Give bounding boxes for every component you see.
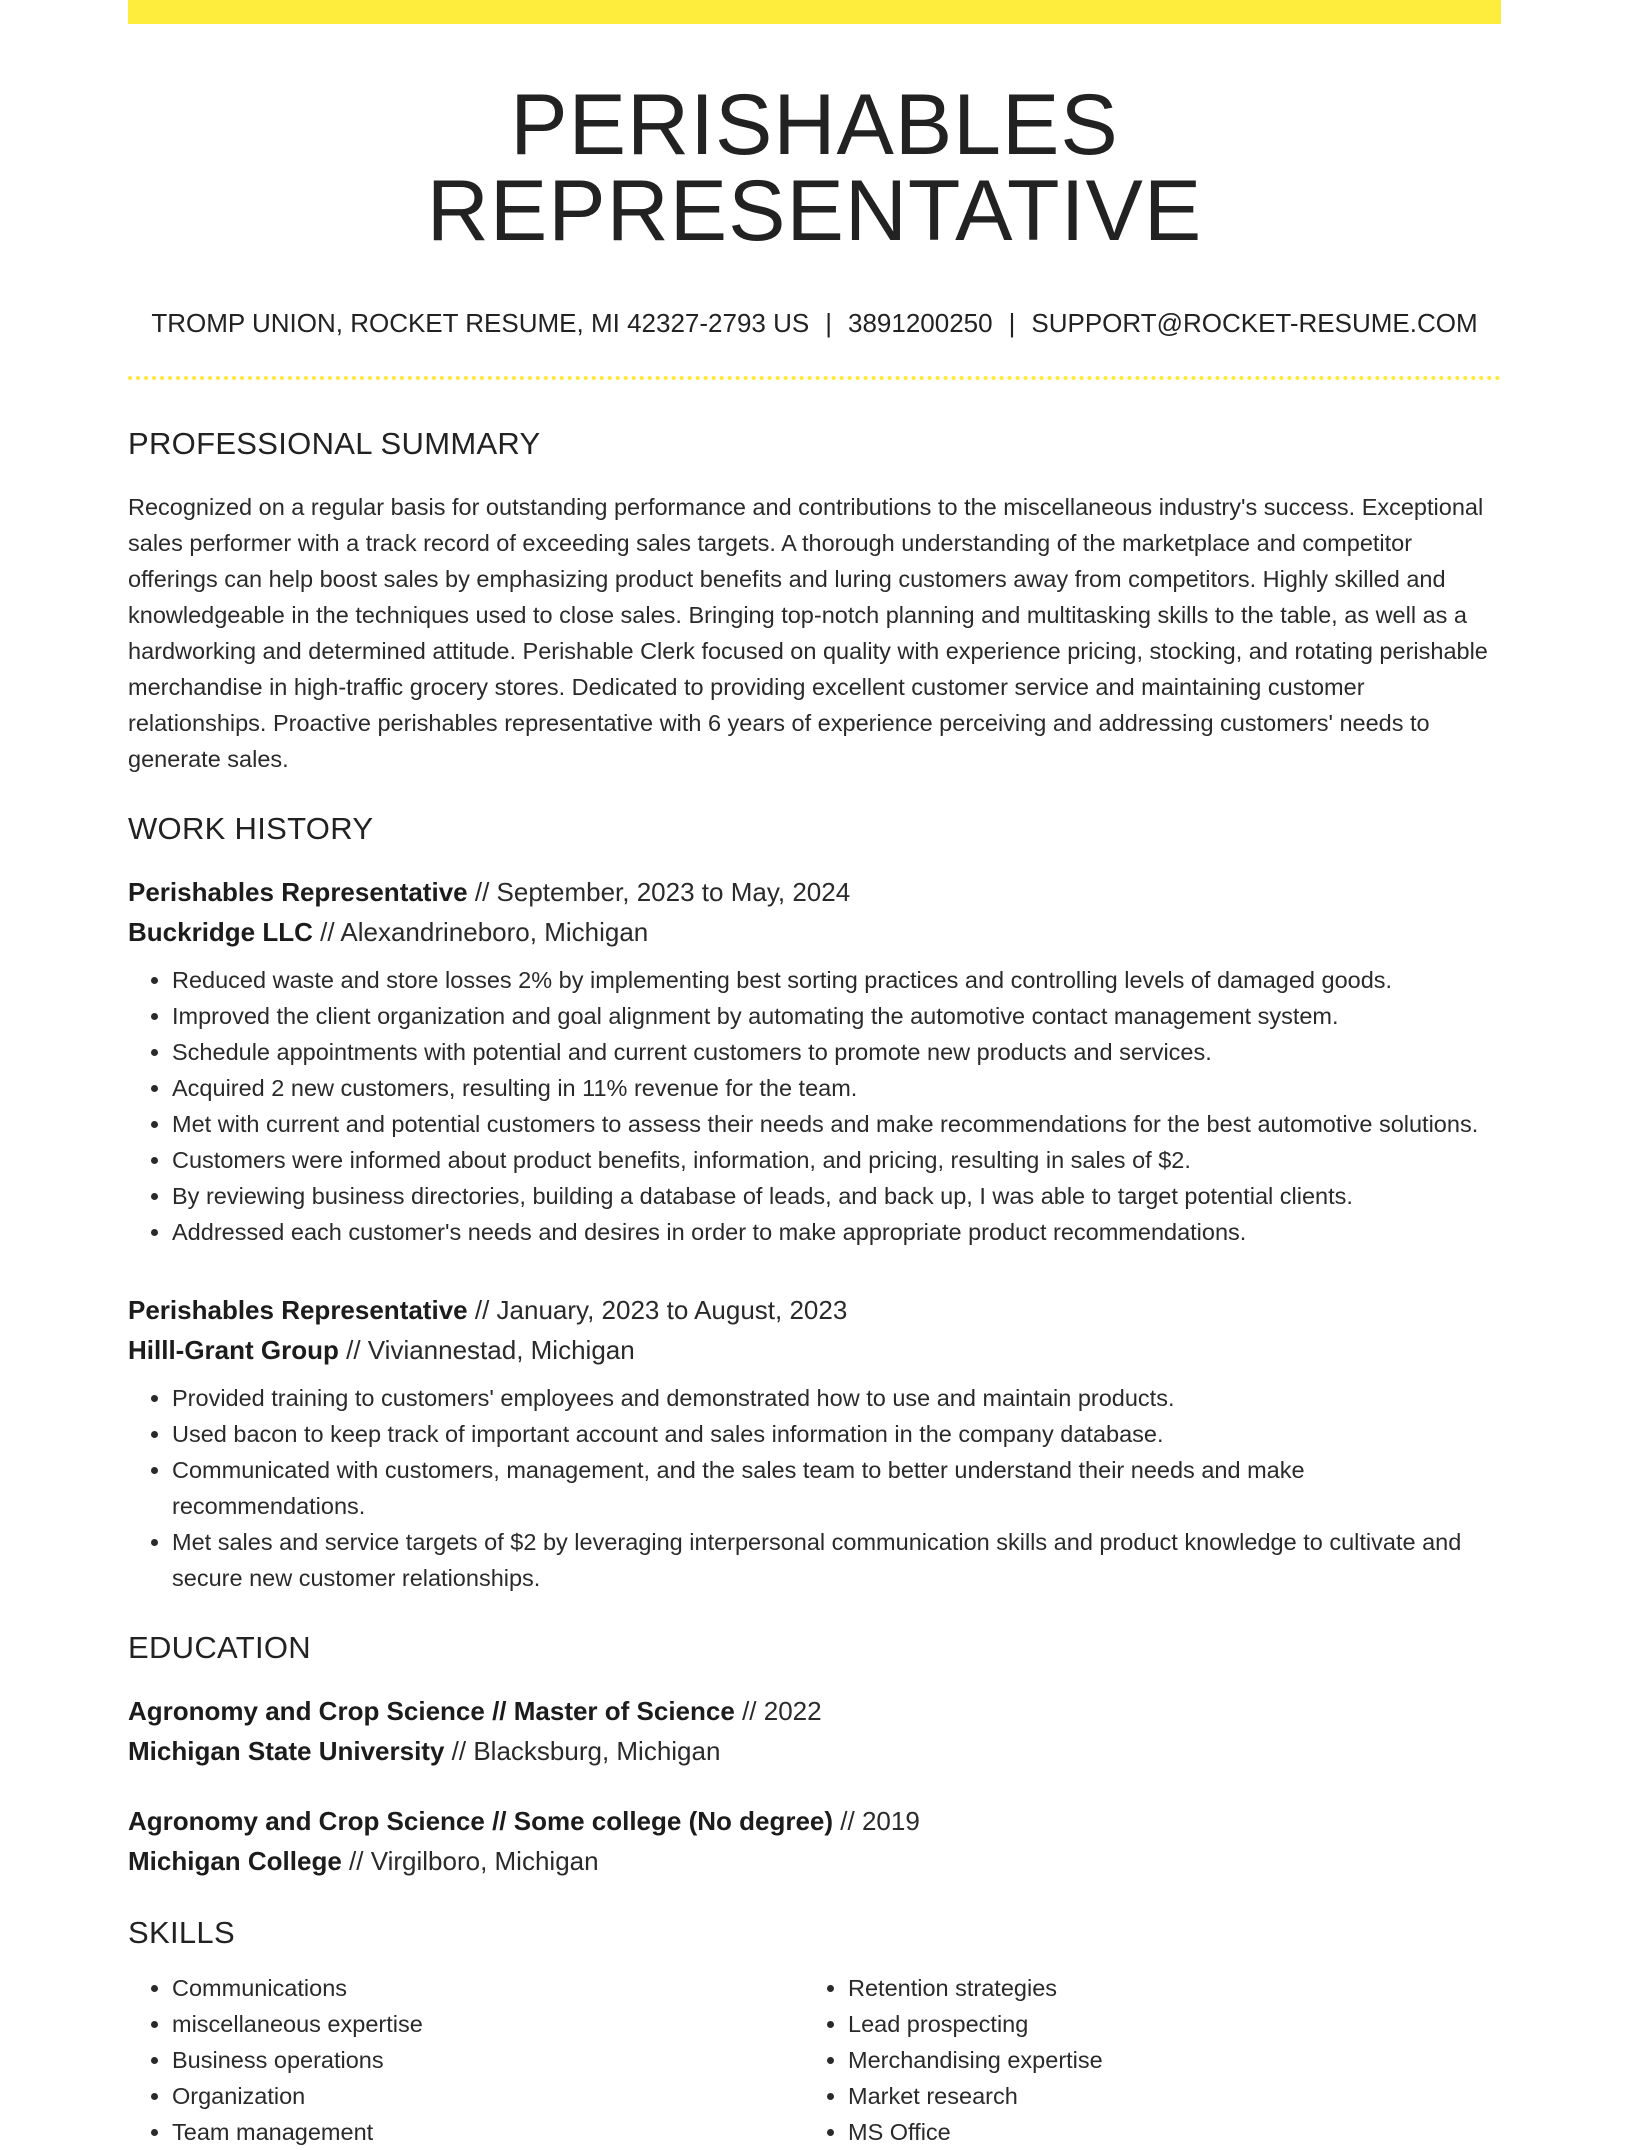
skill-item: • Communications (172, 1970, 804, 2006)
job-bullet: • Met with current and potential customers to assess their needs and make recommendations for the best automotive solutions. (172, 1106, 1501, 1142)
skill-item: • Business operations (172, 2042, 804, 2078)
skills-columns (128, 1970, 1501, 2150)
education-location: // Virgilboro, Michigan (349, 1846, 599, 1876)
job-entry (128, 1290, 1501, 1596)
summary-heading: PROFESSIONAL SUMMARY (128, 426, 541, 461)
contact-address: TROMP UNION, ROCKET RESUME, MI 42327-2793 US (151, 308, 810, 338)
job-bullet: • Customers were informed about product benefits, information, and pricing, resulting in sales of $2. (172, 1142, 1501, 1178)
education-school: Michigan College (128, 1846, 342, 1876)
dotted-divider (128, 376, 1501, 380)
job-location: // Viviannestad, Michigan (346, 1335, 635, 1365)
education-school: Michigan State University (128, 1736, 445, 1766)
job-company: Hilll-Grant Group (128, 1335, 339, 1365)
work-history-heading: WORK HISTORY (128, 811, 374, 846)
education-degree-line (128, 1691, 1501, 1731)
contact-phone: 3891200250 (847, 308, 993, 338)
job-company: Buckridge LLC (128, 917, 313, 947)
job-entry (128, 872, 1501, 1250)
skills-list-right (804, 1970, 1480, 2150)
job-bullet: • Addressed each customer's needs and desires in order to make appropriate product recommendations. (172, 1214, 1501, 1250)
job-bullet: • Reduced waste and store losses 2% by implementing best sorting practices and controlling levels of damaged goods. (172, 962, 1501, 998)
skill-item: • Market research (848, 2078, 1480, 2114)
skill-item: • Organization (172, 2078, 804, 2114)
education-degree: Agronomy and Crop Science // Some college (No degree) (128, 1806, 834, 1836)
job-bullet: • Improved the client organization and goal alignment by automating the automotive contact management system. (172, 998, 1501, 1034)
job-bullets (128, 962, 1501, 1250)
contact-separator: | (1008, 308, 1016, 338)
job-bullets (128, 1380, 1501, 1596)
job-role: Perishables Representative (128, 1295, 468, 1325)
skill-item: • Lead prospecting (848, 2006, 1480, 2042)
accent-top-bar (128, 0, 1501, 24)
skill-item: • miscellaneous expertise (172, 2006, 804, 2042)
job-bullet: • Provided training to customers' employees and demonstrated how to use and maintain products. (172, 1380, 1501, 1416)
education-heading: EDUCATION (128, 1630, 311, 1665)
skills-list-left (128, 1970, 804, 2150)
job-bullet: • Acquired 2 new customers, resulting in 11% revenue for the team. (172, 1070, 1501, 1106)
skill-item: • Merchandising expertise (848, 2042, 1480, 2078)
job-role-line (128, 1290, 1501, 1330)
education-year: // 2022 (742, 1696, 822, 1726)
job-dates: // January, 2023 to August, 2023 (474, 1295, 848, 1325)
job-company-line (128, 1330, 1501, 1370)
job-role-line (128, 872, 1501, 912)
education-location: // Blacksburg, Michigan (451, 1736, 721, 1766)
skill-item: • Retention strategies (848, 1970, 1480, 2006)
skill-item: • Team management (172, 2114, 804, 2150)
job-bullet: • Met sales and service targets of $2 by leveraging interpersonal communication skills and product knowledge to cultivate and secure new customer relationships. (172, 1524, 1501, 1596)
summary-text: Recognized on a regular basis for outstanding performance and contributions to the miscellaneous industry's success. Exceptional sales performer with a track record of exceeding sales targets. A thorough understanding of the marketplace and competitor offerings can help boost sales by emphasizing product benefits and luring customers away from competitors. Highly skilled and knowledgeable in the techniques used to close sales. Bringing top-notch planning and multitasking skills to the table, as well as a hardworking and determined attitude. Perishable Clerk focused on quality with experience pricing, stocking, and rotating perishable merchandise in high-traffic grocery stores. Dedicated to providing excellent customer service and maintaining customer relationships. Proactive perishables representative with 6 years of experience perceiving and addressing customers' needs to generate sales. (128, 494, 1488, 772)
job-dates: // September, 2023 to May, 2024 (474, 877, 851, 907)
candidate-name: PERISHABLES REPRESENTATIVE (426, 77, 1203, 259)
education-entry (128, 1801, 1501, 1881)
skills-heading: SKILLS (128, 1915, 235, 1950)
education-degree-line (128, 1801, 1501, 1841)
job-bullet: • Communicated with customers, management, and the sales team to better understand their needs and make recommendations. (172, 1452, 1501, 1524)
skill-item: • MS Office (848, 2114, 1480, 2150)
education-entry (128, 1691, 1501, 1771)
job-bullet: • By reviewing business directories, building a database of leads, and back up, I was able to target potential clients. (172, 1178, 1501, 1214)
job-bullet: • Used bacon to keep track of important account and sales information in the company database. (172, 1416, 1501, 1452)
education-school-line (128, 1841, 1501, 1881)
job-bullet: • Schedule appointments with potential and current customers to promote new products and services. (172, 1034, 1501, 1070)
education-school-line (128, 1731, 1501, 1771)
resume-page (128, 0, 1501, 2150)
contact-email[interactable]: SUPPORT@ROCKET-RESUME.COM (1031, 308, 1478, 338)
education-degree: Agronomy and Crop Science // Master of Science (128, 1696, 735, 1726)
job-role: Perishables Representative (128, 877, 468, 907)
job-company-line (128, 912, 1501, 952)
contact-line (128, 310, 1501, 336)
job-location: // Alexandrineboro, Michigan (320, 917, 649, 947)
education-year: // 2019 (840, 1806, 920, 1836)
contact-separator: | (825, 308, 832, 338)
